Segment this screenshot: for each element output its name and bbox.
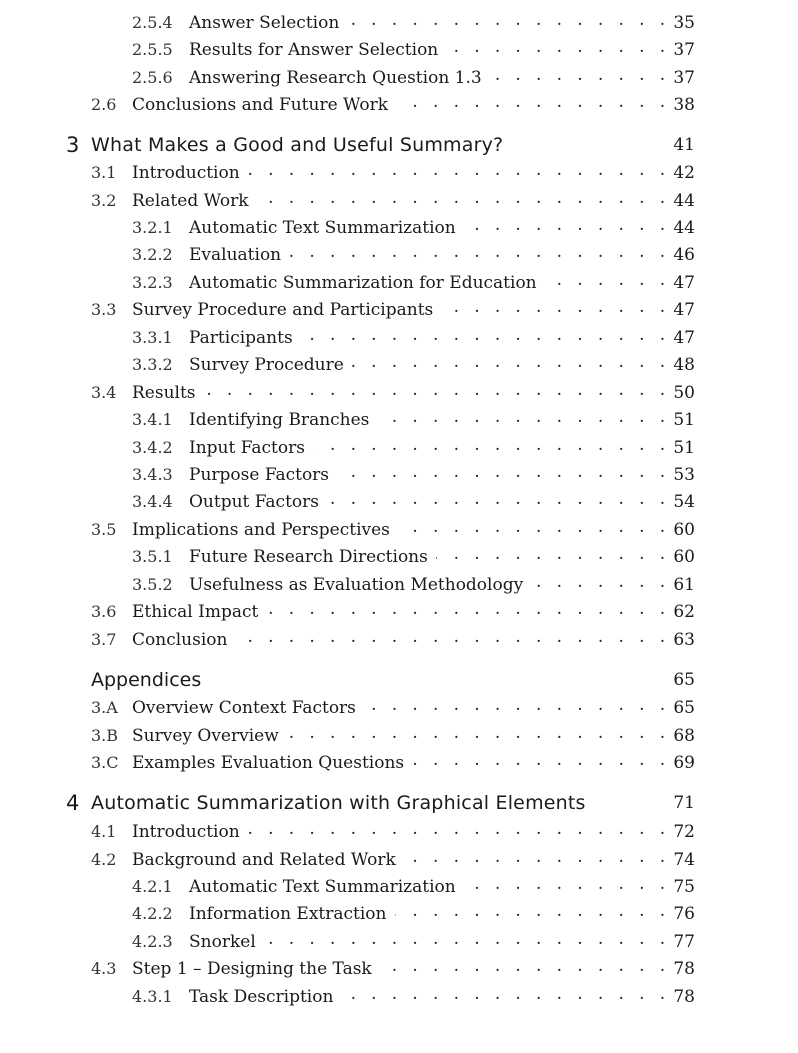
toc-entry-page: 53 bbox=[673, 465, 695, 485]
toc-dot-leader bbox=[436, 545, 670, 569]
toc-entry[interactable] bbox=[0, 161, 798, 185]
toc-entry-title: Participants bbox=[189, 328, 293, 348]
toc-entry-number: 3.B bbox=[91, 726, 119, 745]
toc-entry[interactable] bbox=[0, 696, 798, 720]
toc-entry-title: Step 1 – Designing the Task bbox=[132, 959, 372, 979]
toc-entry-page: 54 bbox=[673, 492, 695, 512]
toc-dot-leader bbox=[441, 298, 670, 322]
toc-entry-title: Answering Research Question 1.3 bbox=[189, 68, 482, 88]
toc-entry-page: 69 bbox=[673, 753, 695, 773]
toc-dot-leader bbox=[248, 161, 670, 185]
toc-entry[interactable] bbox=[0, 11, 798, 35]
toc-entry[interactable] bbox=[0, 353, 798, 377]
toc-entry-page: 71 bbox=[673, 793, 695, 813]
toc-dot-leader bbox=[464, 875, 670, 899]
toc-entry-page: 74 bbox=[673, 850, 695, 870]
toc-entry-number: 3.4 bbox=[91, 383, 117, 402]
toc-entry-page: 51 bbox=[673, 438, 695, 458]
toc-entry-title: Introduction bbox=[132, 163, 240, 183]
toc-entry-page: 44 bbox=[673, 191, 695, 211]
toc-dot-leader bbox=[287, 724, 670, 748]
toc-entry-title: What Makes a Good and Useful Summary? bbox=[91, 134, 504, 156]
toc-entry-page: 78 bbox=[673, 987, 695, 1007]
toc-entry-title: Automatic Summarization with Graphical Elements bbox=[91, 792, 586, 814]
toc-entry-number: 3.5.1 bbox=[132, 547, 173, 566]
toc-entry-page: 47 bbox=[673, 300, 695, 320]
toc-entry-title: Automatic Summarization for Education bbox=[189, 273, 537, 293]
toc-entry-title: Overview Context Factors bbox=[132, 698, 356, 718]
toc-entry-page: 48 bbox=[673, 355, 695, 375]
toc-dot-leader bbox=[289, 243, 670, 267]
toc-entry-number: 4.3.1 bbox=[132, 987, 173, 1006]
toc-entry[interactable] bbox=[0, 463, 798, 487]
toc-entry-page: 46 bbox=[673, 245, 695, 265]
toc-entry-number: 3.2.2 bbox=[132, 245, 173, 264]
toc-entry-page: 68 bbox=[673, 726, 695, 746]
toc-dot-leader bbox=[264, 930, 670, 954]
toc-entry-page: 65 bbox=[673, 698, 695, 718]
toc-entry[interactable] bbox=[0, 381, 798, 405]
toc-entry-page: 60 bbox=[673, 520, 695, 540]
toc-dot-leader bbox=[396, 93, 670, 117]
toc-entry-title: Conclusions and Future Work bbox=[132, 95, 389, 115]
toc-entry-title: Results for Answer Selection bbox=[189, 40, 439, 60]
toc-dot-leader bbox=[257, 189, 670, 213]
toc-dot-leader bbox=[204, 381, 670, 405]
toc-entry-page: 42 bbox=[673, 163, 695, 183]
toc-chapter-entry[interactable] bbox=[0, 788, 798, 818]
toc-entry-number: 2.5.5 bbox=[132, 40, 173, 59]
toc-entry[interactable] bbox=[0, 751, 798, 775]
toc-entry-number: 3.5.2 bbox=[132, 575, 173, 594]
toc-dot-leader bbox=[327, 490, 670, 514]
toc-entry-title: Conclusion bbox=[132, 630, 228, 650]
toc-entry-title: Survey Procedure and Participants bbox=[132, 300, 434, 320]
toc-entry-page: 78 bbox=[673, 959, 695, 979]
toc-entry-number: 2.6 bbox=[91, 95, 117, 114]
toc-entry-number: 2.5.6 bbox=[132, 68, 173, 87]
toc-entry-title: Implications and Perspectives bbox=[132, 520, 390, 540]
toc-entry-title: Survey Overview bbox=[132, 726, 279, 746]
toc-entry-title: Evaluation bbox=[189, 245, 282, 265]
toc-dot-leader bbox=[266, 600, 670, 624]
toc-entry-number: 3.4.1 bbox=[132, 410, 173, 429]
toc-entry[interactable] bbox=[0, 271, 798, 295]
toc-entry[interactable] bbox=[0, 216, 798, 240]
toc-entry[interactable] bbox=[0, 628, 798, 652]
toc-dot-leader bbox=[398, 518, 670, 542]
toc-entry-title: Future Research Directions bbox=[189, 547, 428, 567]
toc-entry-number: 4.3 bbox=[91, 959, 117, 978]
toc-entry-number: 4.2.1 bbox=[132, 877, 173, 896]
toc-entry-number: 3.4.3 bbox=[132, 465, 173, 484]
toc-dot-leader bbox=[545, 271, 670, 295]
toc-entry-page: 38 bbox=[673, 95, 695, 115]
toc-entry-title: Usefulness as Evaluation Methodology bbox=[189, 575, 524, 595]
toc-entry[interactable] bbox=[0, 243, 798, 267]
toc-dot-leader bbox=[490, 66, 670, 90]
toc-entry-title: Task Description bbox=[189, 987, 334, 1007]
toc-entry-number: 3.2.3 bbox=[132, 273, 173, 292]
toc-entry[interactable] bbox=[0, 902, 798, 926]
toc-entry[interactable] bbox=[0, 848, 798, 872]
toc-entry[interactable] bbox=[0, 930, 798, 954]
toc-entry-page: 61 bbox=[673, 575, 695, 595]
toc-dot-leader bbox=[248, 820, 670, 844]
toc-dot-leader bbox=[464, 216, 670, 240]
toc-entry-title: Background and Related Work bbox=[132, 850, 396, 870]
toc-dot-leader bbox=[301, 326, 670, 350]
toc-entry[interactable] bbox=[0, 326, 798, 350]
toc-dot-leader bbox=[395, 902, 670, 926]
toc-entry-title: Ethical Impact bbox=[132, 602, 259, 622]
toc-dot-leader bbox=[364, 696, 670, 720]
toc-entry-page: 37 bbox=[673, 40, 695, 60]
toc-entry[interactable] bbox=[0, 875, 798, 899]
toc-entry-page: 35 bbox=[673, 13, 695, 33]
toc-entry-title: Related Work bbox=[132, 191, 249, 211]
toc-entry[interactable] bbox=[0, 724, 798, 748]
toc-dot-leader bbox=[404, 848, 670, 872]
toc-entry-number: 3.6 bbox=[91, 602, 117, 621]
toc-entry[interactable] bbox=[0, 93, 798, 117]
toc-entry[interactable] bbox=[0, 573, 798, 597]
toc-entry[interactable] bbox=[0, 298, 798, 322]
toc-entry[interactable] bbox=[0, 436, 798, 460]
toc-entry-page: 41 bbox=[673, 135, 695, 155]
toc-entry[interactable] bbox=[0, 408, 798, 432]
toc-entry-number: 3 bbox=[66, 133, 80, 157]
toc-entry-page: 77 bbox=[673, 932, 695, 952]
toc-entry-title: Results bbox=[132, 383, 196, 403]
toc-entry-number: 3.7 bbox=[91, 630, 117, 649]
toc-entry-page: 65 bbox=[673, 670, 695, 690]
toc-entry-number: 3.4.2 bbox=[132, 438, 173, 457]
toc-appendices-heading[interactable] bbox=[0, 665, 798, 695]
toc-entry-number: 3.4.4 bbox=[132, 492, 173, 511]
toc-entry[interactable] bbox=[0, 490, 798, 514]
toc-entry[interactable] bbox=[0, 985, 798, 1009]
toc-entry-number: 2.5.4 bbox=[132, 13, 173, 32]
toc-entry-title: Survey Procedure bbox=[189, 355, 344, 375]
toc-entry[interactable] bbox=[0, 600, 798, 624]
toc-entry-title: Snorkel bbox=[189, 932, 256, 952]
toc-entry-title: Purpose Factors bbox=[189, 465, 330, 485]
toc-dot-leader bbox=[380, 957, 670, 981]
toc-entry-number: 3.3 bbox=[91, 300, 117, 319]
toc-entry[interactable] bbox=[0, 38, 798, 62]
toc-entry-page: 63 bbox=[673, 630, 695, 650]
toc-entry-number: 4 bbox=[66, 791, 80, 815]
toc-entry-number: 3.5 bbox=[91, 520, 117, 539]
toc-entry-title: Examples Evaluation Questions bbox=[132, 753, 405, 773]
toc-entry-number: 3.2.1 bbox=[132, 218, 173, 237]
toc-entry-title: Introduction bbox=[132, 822, 240, 842]
toc-entry-title: Automatic Text Summarization bbox=[189, 218, 456, 238]
toc-entry-page: 76 bbox=[673, 904, 695, 924]
toc-entry[interactable] bbox=[0, 66, 798, 90]
toc-chapter-entry[interactable] bbox=[0, 130, 798, 160]
toc-dot-leader bbox=[446, 38, 670, 62]
toc-entry-number: 3.2 bbox=[91, 191, 117, 210]
toc-dot-leader bbox=[352, 353, 670, 377]
toc-entry-page: 47 bbox=[673, 273, 695, 293]
toc-entry-title: Input Factors bbox=[189, 438, 305, 458]
toc-entry-number: 3.A bbox=[91, 698, 118, 717]
toc-dot-leader bbox=[347, 11, 670, 35]
toc-entry[interactable] bbox=[0, 957, 798, 981]
toc-dot-leader bbox=[412, 751, 670, 775]
toc-entry-number: 3.3.1 bbox=[132, 328, 173, 347]
toc-dot-leader bbox=[377, 408, 670, 432]
toc-dot-leader bbox=[531, 573, 670, 597]
toc-entry-page: 50 bbox=[673, 383, 695, 403]
toc-dot-leader bbox=[341, 985, 670, 1009]
toc-entry-title: Answer Selection bbox=[189, 13, 340, 33]
toc-entry-number: 4.2 bbox=[91, 850, 117, 869]
toc-entry[interactable] bbox=[0, 189, 798, 213]
toc-entry-page: 51 bbox=[673, 410, 695, 430]
toc-entry[interactable] bbox=[0, 820, 798, 844]
toc-entry-page: 44 bbox=[673, 218, 695, 238]
toc-entry-number: 4.1 bbox=[91, 822, 117, 841]
toc-entry-title: Information Extraction bbox=[189, 904, 387, 924]
toc-entry-number: 3.1 bbox=[91, 163, 117, 182]
toc-dot-leader bbox=[313, 436, 670, 460]
toc-entry-page: 37 bbox=[673, 68, 695, 88]
toc-entry-title: Identifying Branches bbox=[189, 410, 370, 430]
toc-entry[interactable] bbox=[0, 545, 798, 569]
toc-entry-number: 4.2.2 bbox=[132, 904, 173, 923]
toc-entry[interactable] bbox=[0, 518, 798, 542]
toc-entry-page: 75 bbox=[673, 877, 695, 897]
toc-entry-page: 72 bbox=[673, 822, 695, 842]
toc-entry-page: 47 bbox=[673, 328, 695, 348]
toc-entry-number: 3.3.2 bbox=[132, 355, 173, 374]
toc-entry-title: Appendices bbox=[91, 669, 202, 691]
toc-dot-leader bbox=[337, 463, 670, 487]
toc-entry-title: Automatic Text Summarization bbox=[189, 877, 456, 897]
toc-entry-page: 62 bbox=[673, 602, 695, 622]
toc-entry-title: Output Factors bbox=[189, 492, 319, 512]
toc-dot-leader bbox=[235, 628, 670, 652]
toc-entry-page: 60 bbox=[673, 547, 695, 567]
toc-entry-number: 4.2.3 bbox=[132, 932, 173, 951]
toc-entry-number: 3.C bbox=[91, 753, 119, 772]
